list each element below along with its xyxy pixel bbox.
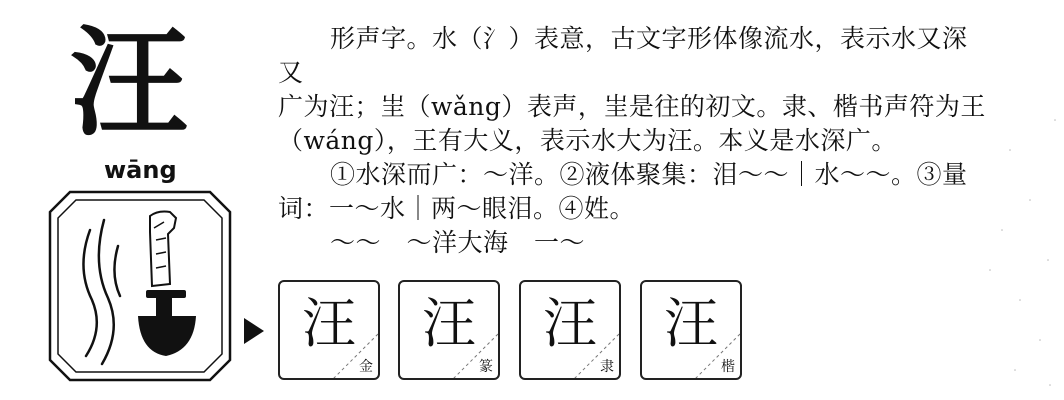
- script-form-label: 金: [359, 359, 373, 375]
- script-form-glyph: 汪: [422, 292, 476, 355]
- script-form-label: 篆: [479, 359, 493, 375]
- script-form-glyph: 汪: [664, 292, 718, 355]
- script-form-label: 楷: [721, 359, 735, 375]
- explanation-line: 广为汪；㞷（wǎng）表声，㞷是往的初文。隶、楷书声符为王: [278, 92, 986, 121]
- definition-line: ①水深而广：～洋。②液体聚集：泪～～｜水～～。③量: [330, 160, 968, 189]
- explanation-line: 形声字。水（氵）表意，古文字形体像流水，表示水又深又: [278, 24, 968, 87]
- script-form-glyph: 汪: [543, 292, 597, 355]
- headword-pinyin: wāng: [104, 156, 177, 184]
- explanation-line: （wáng），王有大义，表示水大为汪。本义是水深广。: [278, 126, 897, 155]
- headword-character: 汪: [70, 13, 187, 152]
- script-form-label: 隶: [600, 359, 614, 375]
- compound-words: ～～ ～洋大海 一～: [330, 228, 586, 257]
- definition-line: 词：一～水｜两～眼泪。④姓。: [278, 194, 636, 223]
- script-form-glyph: 汪: [302, 292, 356, 355]
